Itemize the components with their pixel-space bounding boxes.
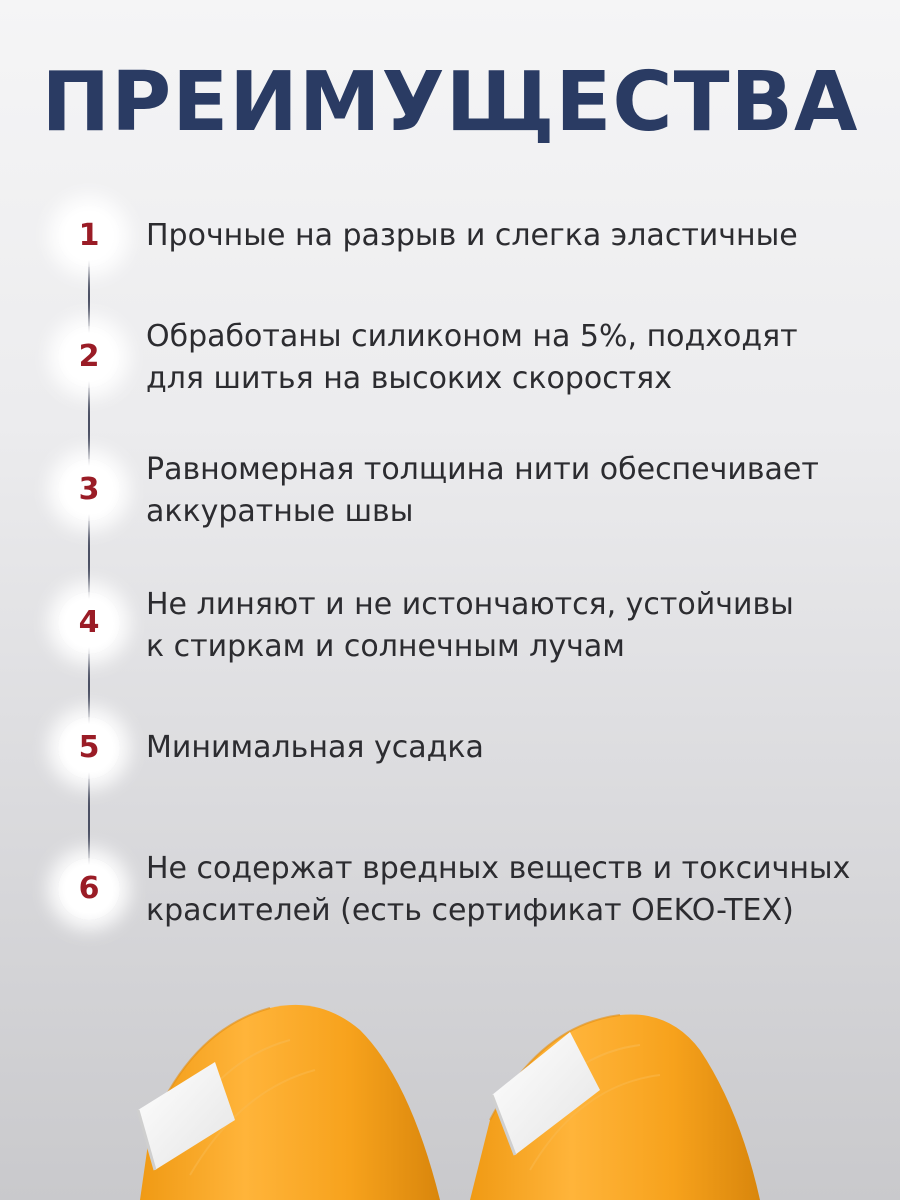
left-spool bbox=[138, 1005, 440, 1200]
item-text: Не линяют и не истончаются, устойчивы к стиркам и солнечным лучам bbox=[146, 587, 794, 664]
item-text: Равномерная толщина нити обеспечивает аккуратные швы bbox=[146, 452, 819, 529]
item-number-badge: 2 bbox=[58, 326, 120, 388]
item-text: Минимальная усадка bbox=[146, 730, 484, 765]
right-spool bbox=[470, 1014, 760, 1200]
item-text: Обработаны силиконом на 5%, подходят для шитья на высоких скоростях bbox=[146, 319, 798, 396]
item-number-badge: 4 bbox=[58, 592, 120, 654]
item-number-badge: 3 bbox=[58, 459, 120, 521]
item-number-badge: 6 bbox=[58, 858, 120, 920]
item-number-badge: 5 bbox=[58, 717, 120, 779]
item-text: Не содержат вредных веществ и токсичных красителей (есть сертификат OEKO-TEX) bbox=[146, 851, 851, 928]
item-text: Прочные на разрыв и слегка эластичные bbox=[146, 218, 798, 253]
thread-spools-image bbox=[0, 970, 900, 1200]
page-title: ПРЕИМУЩЕСТВА bbox=[41, 55, 859, 150]
item-number-badge: 1 bbox=[58, 205, 120, 267]
